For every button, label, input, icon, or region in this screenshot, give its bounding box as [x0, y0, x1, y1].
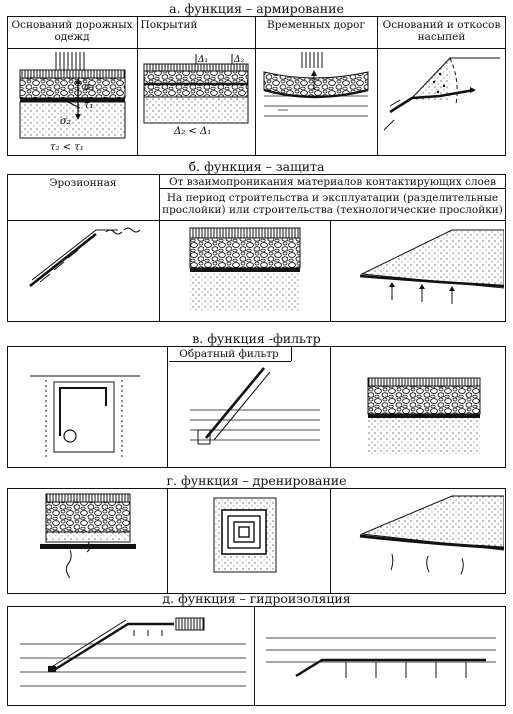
section-b-col-divider-1	[159, 174, 160, 322]
sigma2-label: σ₂	[60, 116, 71, 127]
header-road-base: Оснований дорожных одежд	[11, 19, 133, 43]
section-a-col-divider-3	[377, 16, 378, 156]
sigma1-label: σ₁	[84, 82, 95, 93]
delta-relation-label: Δ₂ < Δ₁	[174, 126, 212, 137]
load-arrows-icon	[56, 52, 84, 70]
diagram-road-base-reinforcement	[18, 50, 133, 154]
section-d-col-divider	[254, 606, 255, 706]
diagram-temporary-road	[258, 50, 376, 154]
diagram-reverse-filter-slope	[170, 362, 328, 466]
section-g-col-divider-1	[167, 488, 168, 594]
diagram-filter-pavement	[332, 348, 504, 466]
diagram-waterproofing-layer	[256, 608, 504, 704]
section-v-col-divider-2	[330, 346, 331, 468]
tau-relation-label: τ₂ < τ₁	[50, 142, 84, 153]
header-embankment: Оснований и откосов насыпей	[382, 19, 501, 43]
section-b-col-divider-2	[330, 220, 331, 322]
reverse-filter-divider	[291, 346, 292, 361]
diagram-embankment-slope	[380, 50, 504, 154]
header-temporary-roads: Временных дорог	[267, 19, 365, 31]
moisture-arrows-icon	[346, 662, 466, 678]
section-b-title: б. функция – защита	[188, 159, 325, 174]
section-g-title: г. функция – дренирование	[166, 473, 347, 488]
delta1-label: Δ₁	[198, 55, 209, 65]
delta2-label: Δ₂	[234, 55, 245, 65]
water-flow-icon	[40, 228, 140, 282]
diagram-drainage-spiral	[170, 490, 328, 592]
diagram-drainage-pavement	[10, 490, 166, 592]
diagram-separation-layer-embankment	[332, 222, 504, 320]
wheel-load-icon	[302, 52, 322, 68]
drain-pipe-icon	[64, 430, 76, 442]
tau1-label: τ₁	[84, 100, 94, 111]
section-b-header-divider-2	[7, 220, 506, 221]
section-b-header-divider-1	[159, 188, 506, 189]
header-reverse-filter: Обратный фильтр	[179, 348, 279, 360]
header-pavements: Покрытий	[140, 19, 198, 31]
header-erosion: Эрозионная	[49, 177, 117, 189]
diagram-drainage-embankment	[332, 490, 504, 592]
diagram-pavement-reinforcement	[140, 50, 254, 154]
section-d-title: д. функция – гидроизоляция	[162, 591, 351, 606]
diagram-trench-filter	[10, 348, 166, 466]
diagram-separation-layer-pavement	[162, 222, 328, 320]
section-a-col-divider-1	[137, 16, 138, 156]
section-v-title: в. функция -фильтр	[192, 331, 321, 346]
header-mutual-penetration: От взаимопроникания материалов контактирующих слоев	[168, 176, 496, 188]
diagram-waterproofing-slope	[10, 608, 252, 704]
section-a-title: а. функция – армирование	[169, 1, 344, 16]
section-g-col-divider-2	[330, 488, 331, 594]
diagram-erosion-protection	[10, 222, 158, 320]
section-a-col-divider-2	[255, 16, 256, 156]
header-construction-period: На период строительства и эксплуатации (разделительные прослойки) или строительства (технологические прослойки)	[162, 192, 503, 216]
upward-arrows-icon	[389, 282, 455, 304]
section-a-header-divider	[7, 48, 506, 49]
section-v-col-divider-1	[167, 346, 168, 468]
